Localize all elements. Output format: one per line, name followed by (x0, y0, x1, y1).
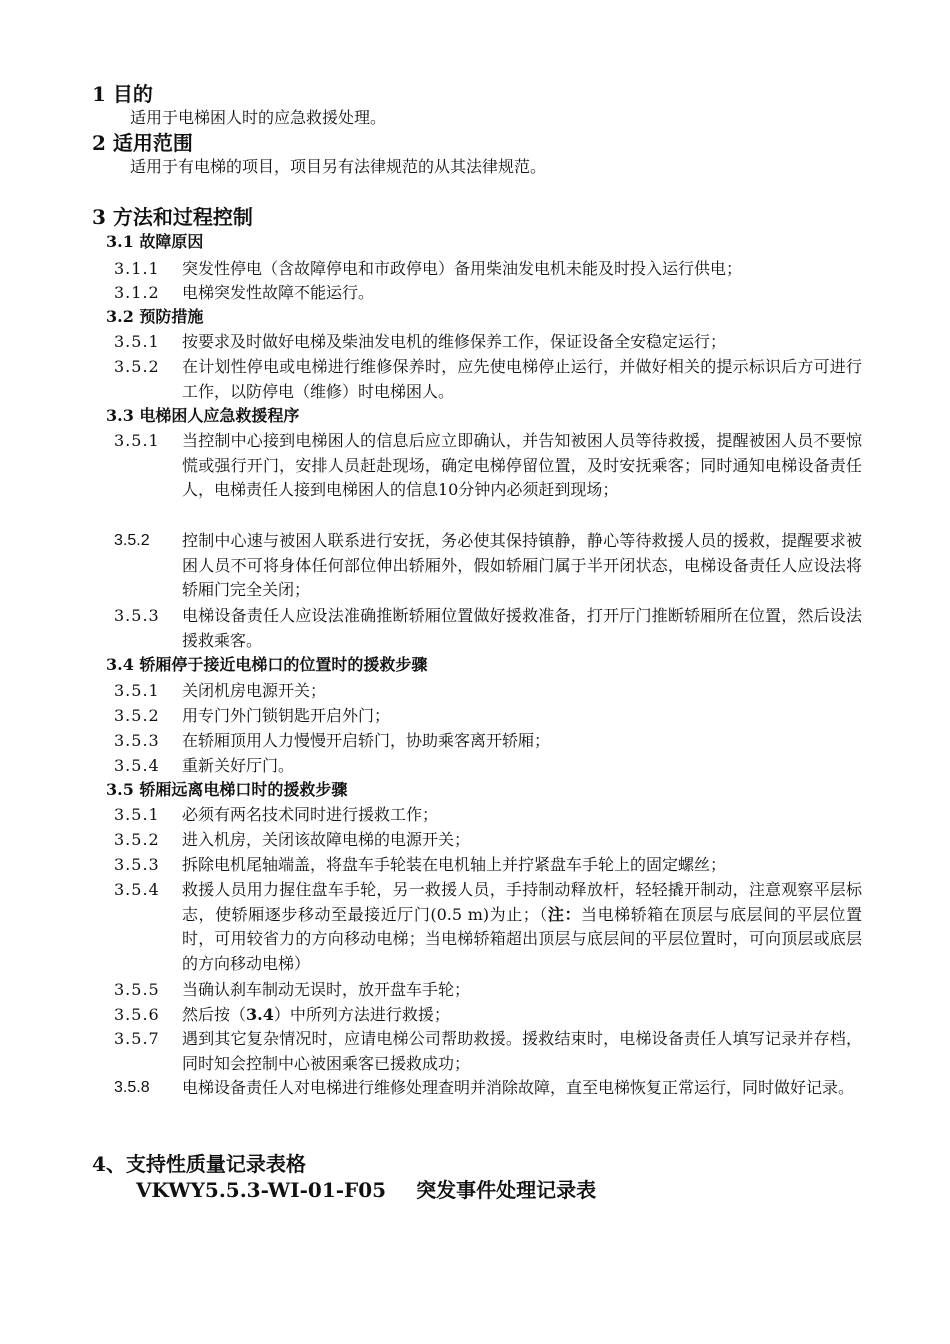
item-text: 当确认刹车制动无误时，放开盘车手轮； (182, 980, 471, 999)
item-text-part: 然后按（ (182, 1005, 247, 1024)
item-number: 3.1.2 (114, 283, 160, 302)
item-text: 在轿厢顶用人力慢慢开启轿门，协助乘客离开轿厢； (182, 731, 551, 750)
list-item (114, 853, 864, 878)
subsection-3-5-heading: 3.5 轿厢远离电梯口时的援救步骤 (106, 780, 348, 799)
item-number: 3.1.1 (114, 259, 160, 278)
item-number: 3.5.1 (114, 805, 160, 824)
list-item (114, 679, 864, 704)
list-item (114, 878, 864, 976)
item-number: 3.5.4 (114, 756, 160, 775)
list-item (114, 704, 864, 729)
item-number: 3.5.2 (114, 357, 160, 376)
item-text-part: ）中所列方法进行救援； (273, 1005, 450, 1024)
list-item (114, 281, 864, 306)
item-text: 突发性停电（含故障停电和市政停电）备用柴油发电机未能及时投入运行供电； (182, 259, 743, 278)
section-1-text: 适用于电梯困人时的应急救援处理。 (130, 108, 387, 127)
item-number: 3.5.3 (114, 731, 160, 750)
note-label: 注： (547, 904, 582, 924)
item-text: 进入机房，关闭该故障电梯的电源开关； (182, 830, 471, 849)
item-text: 重新关好厅门。 (182, 756, 295, 775)
item-text: 按要求及时做好电梯及柴油发电机的维修保养工作，保证设备全安稳定运行； (182, 332, 727, 351)
item-text (182, 878, 862, 976)
item-number: 3.5.1 (114, 681, 160, 700)
list-item (114, 429, 864, 503)
subsection-3-1-heading: 3.1 故障原因 (106, 232, 204, 251)
list-item (114, 978, 864, 1003)
list-item (114, 355, 864, 404)
item-number: 3.5.3 (114, 606, 160, 625)
item-text: 遇到其它复杂情况时，应请电梯公司帮助救援。援救结束时，电梯设备责任人填写记录并存档，同时知会控制中心被困乘客已援救成功； (182, 1029, 862, 1073)
item-text: 在计划性停电或电梯进行维修保养时，应先使电梯停止运行，并做好相关的提示标识后方可进行工作，以防停电（维修）时电梯困人。 (182, 357, 862, 401)
item-number: 3.5.6 (114, 1005, 160, 1024)
item-number: 3.5.2 (114, 830, 160, 849)
item-text: 必须有两名技术同时进行援救工作； (182, 805, 439, 824)
subsection-3-4-heading: 3.4 轿厢停于接近电梯口的位置时的援救步骤 (106, 655, 428, 674)
list-item (114, 828, 864, 853)
item-text-part: 当电梯轿箱在顶层与底层间的平层位置时，可用较省力的方向移动电梯；当电梯轿箱超出顶层与底层间的平层位置时，可向顶层或底层的方向移动电梯） (182, 904, 862, 973)
list-item (114, 1027, 864, 1076)
item-text (182, 1003, 862, 1028)
list-item (114, 754, 864, 779)
item-text: 用专门外门锁钥匙开启外门； (182, 706, 391, 725)
list-item (114, 257, 864, 282)
item-text: 控制中心速与被困人联系进行安抚，务必使其保持镇静，静心等待救援人员的援救，提醒要求被困人员不可将身体任何部位伸出轿厢外，假如轿厢门属于半开闭状态，电梯设备责任人应设法将轿厢门完全关闭； (182, 531, 862, 599)
item-text: 电梯突发性故障不能运行。 (182, 283, 375, 302)
item-text: 电梯设备责任人应设法准确推断轿厢位置做好援救准备，打开厅门推断轿厢所在位置，然后设法援救乘客。 (182, 606, 862, 650)
item-text: 拆除电机尾轴端盖，将盘车手轮装在电机轴上并拧紧盘车手轮上的固定螺丝； (182, 855, 727, 874)
subsection-3-3-heading: 3.3 电梯困人应急救援程序 (106, 406, 300, 425)
list-item (114, 1003, 864, 1028)
list-item (114, 729, 864, 754)
item-number: 3.5.3 (114, 855, 160, 874)
subsection-3-2-heading: 3.2 预防措施 (106, 307, 204, 326)
record-form-reference (136, 1178, 596, 1202)
section-1-title: 1 目的 (92, 82, 153, 106)
list-item (114, 1076, 864, 1101)
section-4-title: 4、支持性质量记录表格 (92, 1152, 306, 1176)
item-number: 3.5.2 (114, 532, 150, 549)
section-2-text: 适用于有电梯的项目，项目另有法律规范的从其法律规范。 (130, 157, 547, 176)
item-number: 3.5.2 (114, 706, 160, 725)
item-number: 3.5.8 (114, 1079, 150, 1096)
form-code: VKWY5.5.3-WI-01-F05 (136, 1178, 387, 1202)
list-item (114, 803, 864, 828)
form-name: 突发事件处理记录表 (416, 1178, 597, 1202)
item-text-part: 救援人员用力握住盘车手轮，另一救援人员，手持制动释放杆，轻轻撬开制动，注意观察平层标志，使轿厢逐步移动至最接近厅门(0.5 m)为止；（ (182, 880, 862, 924)
list-item (114, 604, 864, 653)
item-text: 关闭机房电源开关； (182, 681, 327, 700)
item-text: 电梯设备责任人对电梯进行维修处理查明并消除故障，直至电梯恢复正常运行，同时做好记录。 (182, 1078, 855, 1097)
list-item (114, 330, 864, 355)
section-3-title: 3 方法和过程控制 (92, 205, 253, 229)
item-number: 3.5.7 (114, 1029, 160, 1048)
item-number: 3.5.1 (114, 431, 160, 450)
item-number: 3.5.5 (114, 980, 160, 999)
item-number: 3.5.4 (114, 880, 160, 899)
section-2-title: 2 适用范围 (92, 131, 193, 155)
item-number: 3.5.1 (114, 332, 160, 351)
section-reference: 3.4 (246, 1005, 274, 1024)
item-text: 当控制中心接到电梯困人的信息后应立即确认，并告知被困人员等待救援，提醒被困人员不要惊慌或强行开门，安排人员赶赴现场，确定电梯停留位置，及时安抚乘客；同时通知电梯设备责任人，电梯责任人接到电梯困人的信息10分钟内必须赶到现场； (182, 431, 862, 499)
list-item (114, 529, 864, 603)
